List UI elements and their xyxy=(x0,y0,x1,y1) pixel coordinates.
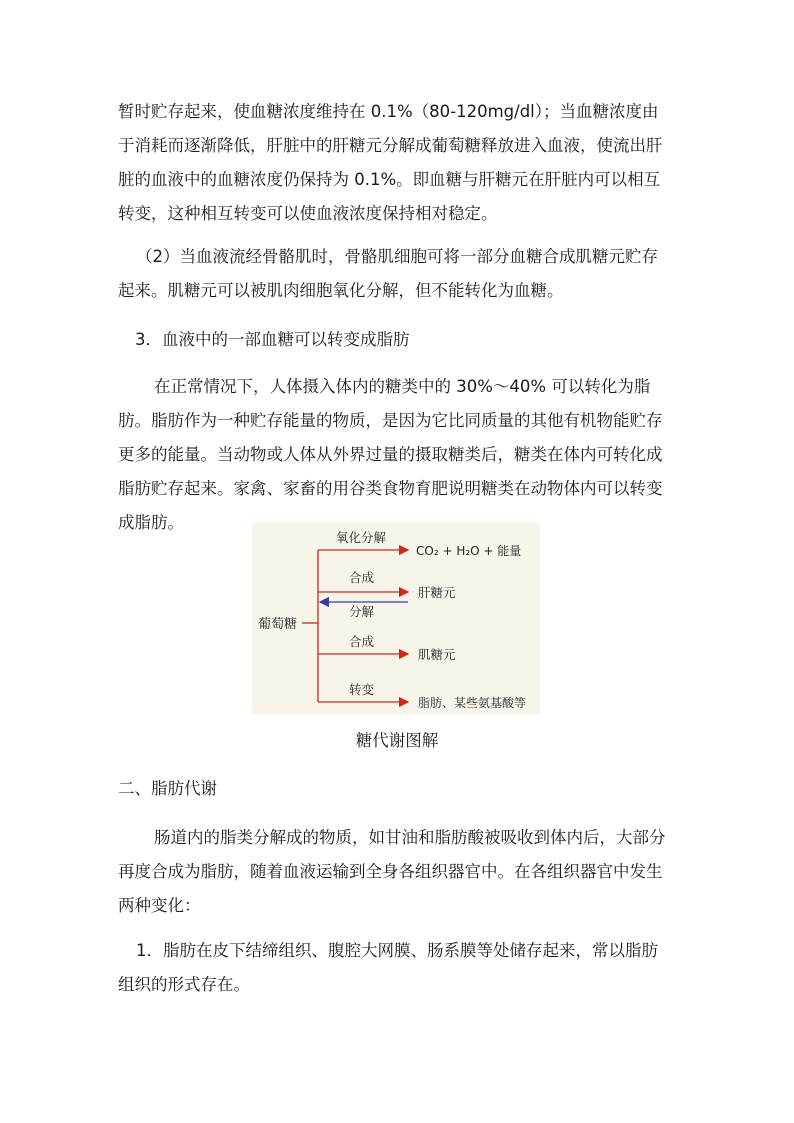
branch-label-synthesis-muscle: 合成 xyxy=(349,634,375,649)
branch-label-oxidation: 氧化分解 xyxy=(336,530,387,545)
target-fat-amino-acids: 脂肪、某些氨基酸等 xyxy=(418,696,527,710)
section-heading-sugar-to-fat: 3．血液中的一部血糖可以转变成脂肪 xyxy=(135,330,410,349)
list-item-fat-storage: 1．脂肪在皮下结缔组织、腹腔大网膜、肠系膜等处储存起来，常以脂肪组织的形式存在。 xyxy=(118,941,658,994)
figure-caption: 糖代谢图解 xyxy=(355,731,439,750)
target-co2-water-energy: CO₂ + H₂O + 能量 xyxy=(416,544,522,558)
target-muscle-glycogen: 肌糖元 xyxy=(418,647,456,662)
paragraph-fat-absorption: 肠道内的脂类分解成的物质，如甘油和脂肪酸被吸收到体内后，大部分再度合成为脂肪，随着血液运输到全身各组织器官中。在各组织器官中发生两种变化： xyxy=(118,828,666,915)
glucose-metabolism-figure xyxy=(252,522,540,714)
branch-label-conversion: 转变 xyxy=(349,682,375,697)
paragraph-blood-sugar-liver: 暂时贮存起来，使血糖浓度维持在 0.1%（80-120mg/dl）；当血糖浓度由于消耗而逐渐降低，肝脏中的肝糖元分解成葡萄糖释放进入血液，使流出肝脏的血液中的血糖浓度仍保持为 0.1%。即血糖与肝糖元在肝脏内可以相互转变，这种相互转变可以使血液浓度保持相对稳定。 xyxy=(118,102,663,223)
branch-label-synthesis-liver: 合成 xyxy=(349,570,375,585)
glucose-metabolism-diagram xyxy=(252,522,540,714)
section-heading-fat-metabolism: 二、脂肪代谢 xyxy=(118,779,217,798)
paragraph-skeletal-muscle: （2）当血液流经骨骼肌时，骨骼肌细胞可将一部分血糖合成肌糖元贮存起来。肌糖元可以被肌肉细胞氧化分解，但不能转化为血糖。 xyxy=(118,247,658,300)
branch-label-decomposition: 分解 xyxy=(349,604,375,619)
source-glucose-label: 葡萄糖 xyxy=(258,617,298,632)
target-liver-glycogen: 肝糖元 xyxy=(418,585,456,600)
paragraph-sugar-to-fat: 在正常情况下，人体摄入体内的糖类中的 30%～40% 可以转化为脂肪。脂肪作为一种贮存能量的物质，是因为它比同质量的其他有机物能贮存更多的能量。当动物或人体从外界过量的摄取糖类后，糖类在体内可转化成脂肪贮存起来。家禽、家畜的用谷类食物育肥说明糖类在动物体内可以转变成脂肪。 xyxy=(118,377,663,532)
